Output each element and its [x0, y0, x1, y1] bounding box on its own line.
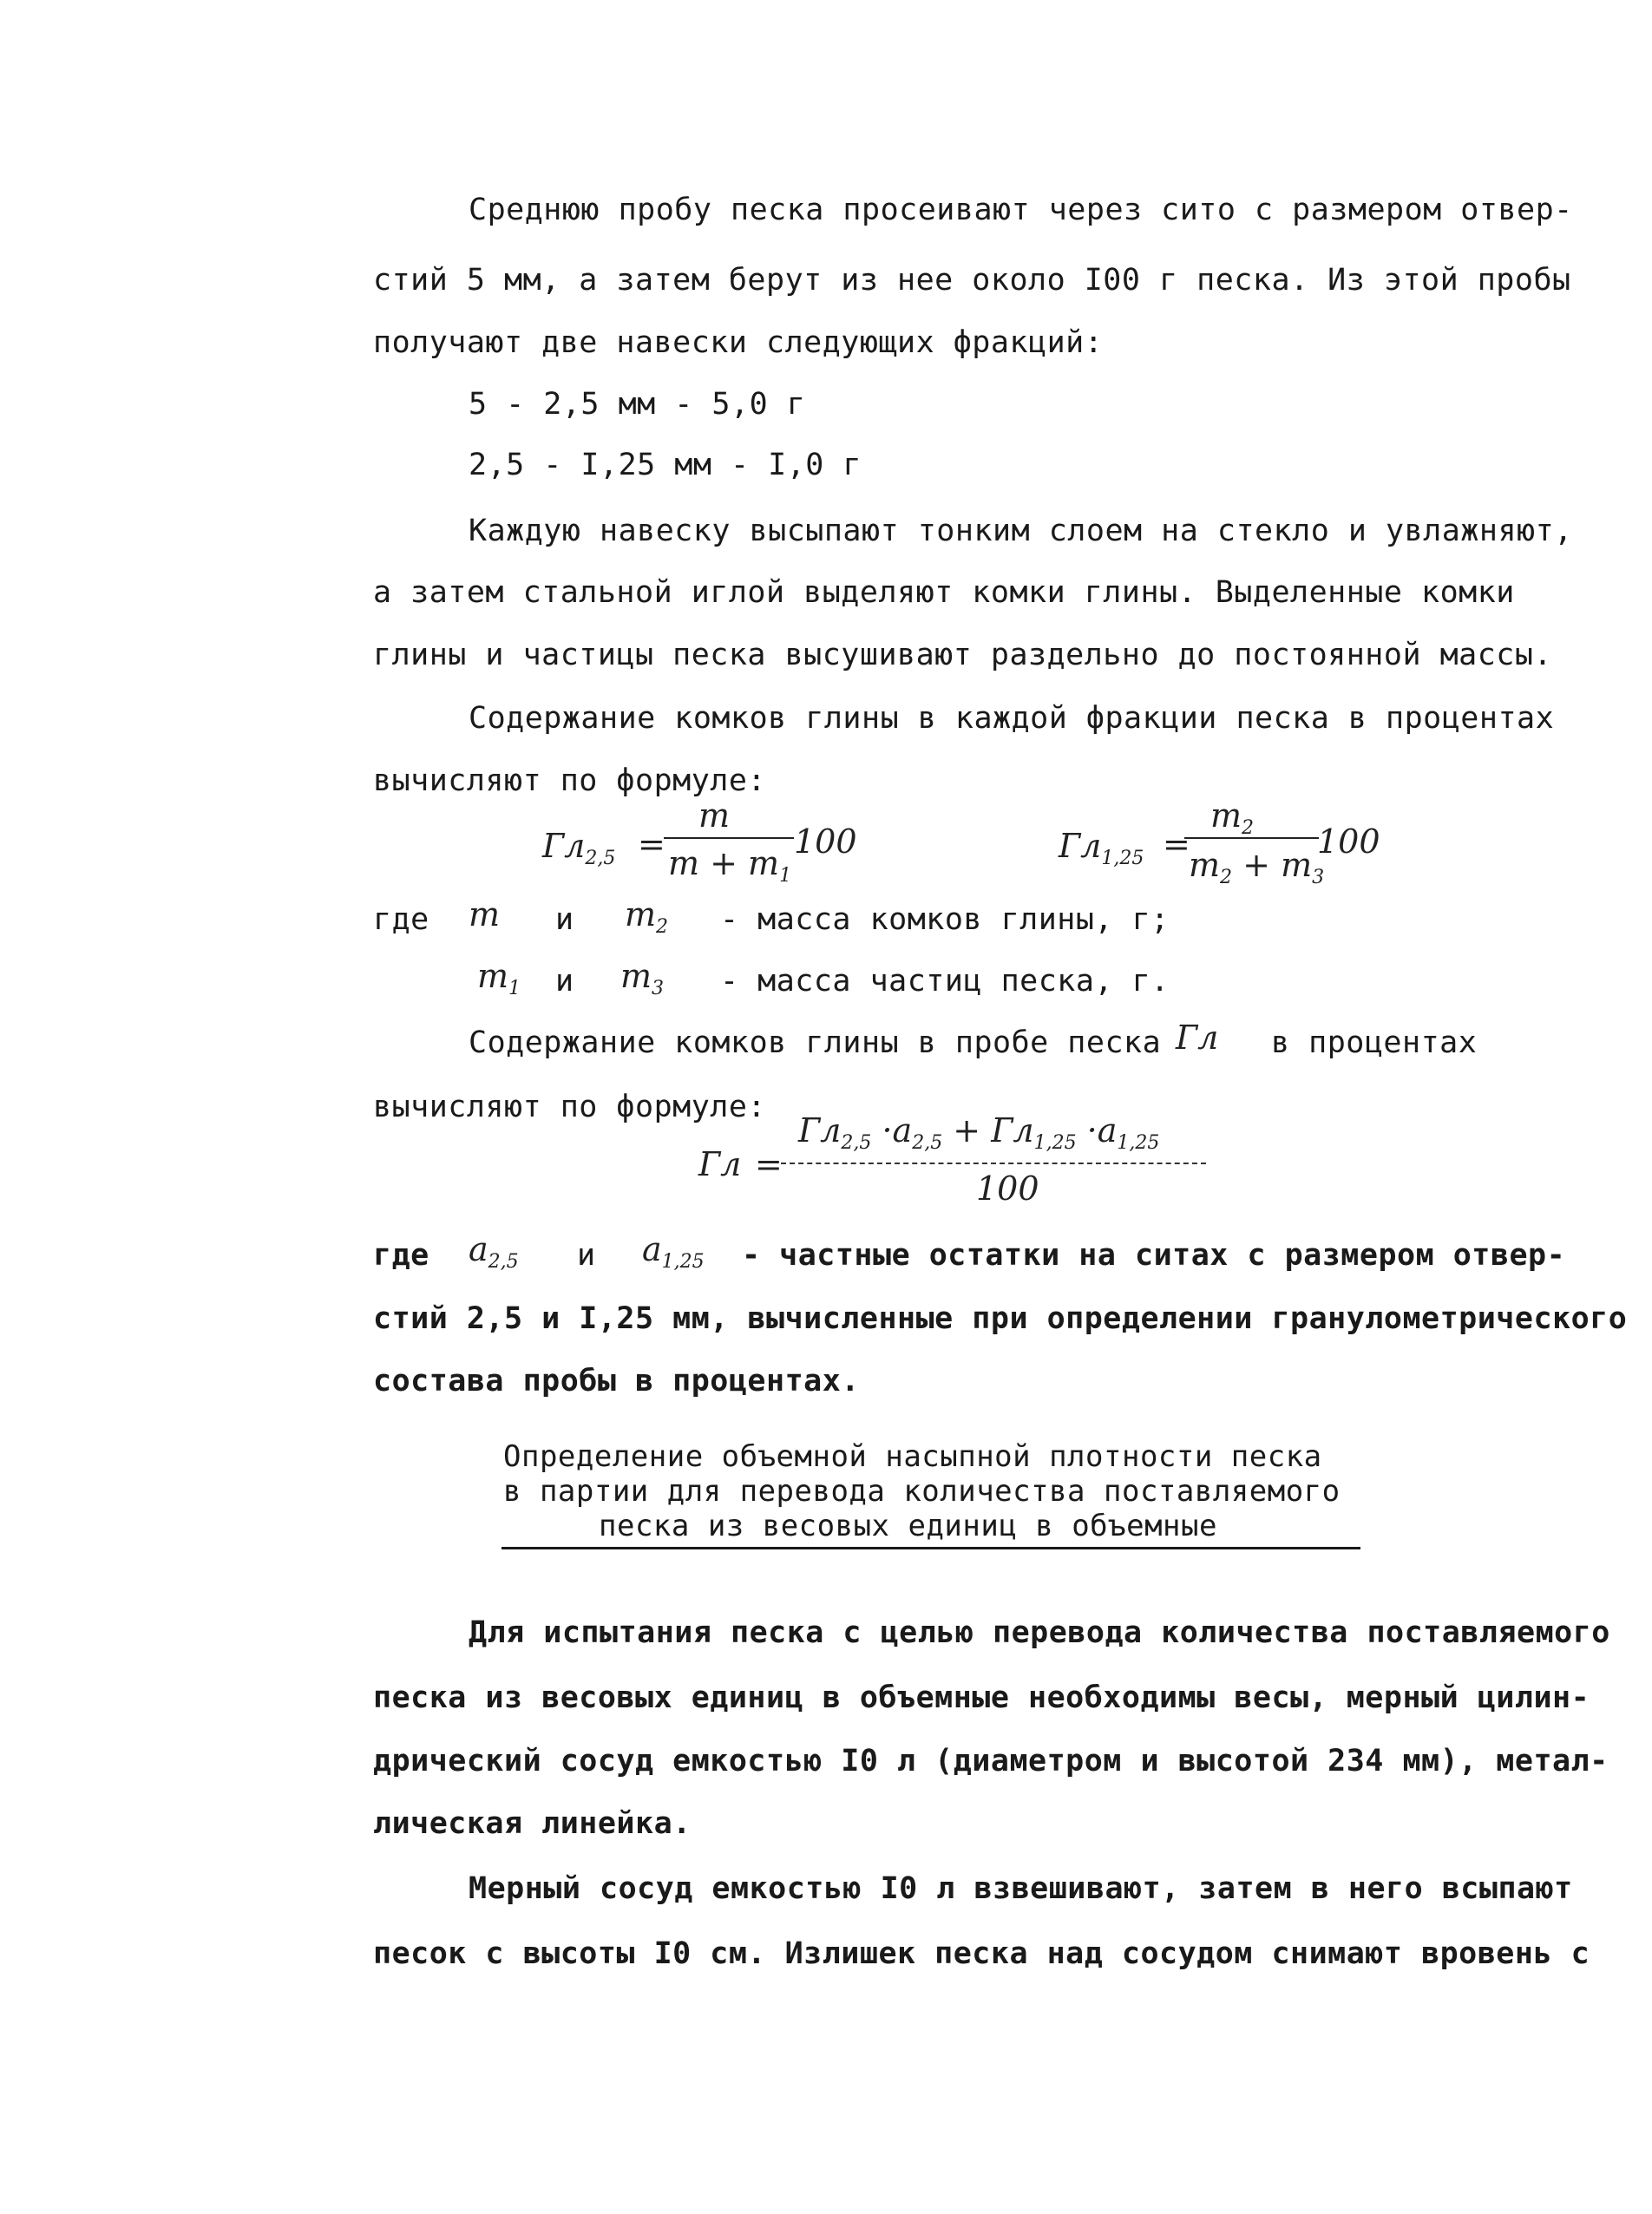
text-line: лическая линейка.: [373, 1806, 692, 1841]
text-line: дрический сосуд емкостью I0 л (диаметром и высотой 234 мм), метал-: [373, 1744, 1609, 1778]
var-gl: Гл: [1176, 1019, 1219, 1057]
text-line: Для испытания песка с целью перевода количества поставляемого: [469, 1615, 1610, 1650]
section-heading-line: Определение объемной насыпной плотности песка: [503, 1439, 1322, 1474]
fraction-bar: [1184, 837, 1319, 839]
and-word: и: [555, 902, 574, 937]
text-line: Мерный сосуд емкостью I0 л взвешивают, затем в него всыпают: [469, 1871, 1573, 1906]
text-line: Среднюю пробу песка просеивают через сито с размером отвер-: [469, 193, 1573, 227]
and-word: и: [577, 1238, 596, 1273]
text-line: глины и частицы песка высушивают раздельно до постоянной массы.: [373, 638, 1553, 672]
fraction-bar: [781, 1163, 1206, 1164]
text-line: вычисляют по формуле:: [373, 763, 767, 798]
var-m2: $m_2$: [625, 895, 669, 938]
text-line: стий 2,5 и I,25 мм, вычисленные при определении гранулометрического: [373, 1301, 1628, 1336]
text-line: Содержание комков глины в каждой фракции песка в процентах: [469, 701, 1555, 736]
var-a-1-25: $a_{1,25}$: [642, 1230, 705, 1273]
text-line: песок с высоты I0 см. Излишек песка над сосудом снимают вровень с: [373, 1936, 1590, 1971]
text-line: вычисляют по формуле:: [373, 1090, 767, 1124]
where-desc: - масса комков глины, г;: [720, 902, 1170, 937]
where-label: где: [373, 1238, 429, 1273]
where-desc: - масса частиц песка, г.: [720, 964, 1170, 999]
text-line: Содержание комков глины в пробе песка: [469, 1025, 1162, 1060]
text-line: а затем стальной иглой выделяют комки глины. Выделенные комки: [373, 575, 1515, 610]
text-line: песка из весовых единиц в объемные необходимы весы, мерный цилин-: [373, 1680, 1590, 1715]
text-line: в процентах: [1271, 1025, 1478, 1060]
text-line: стий 5 мм, а затем берут из нее около I00 г песка. Из этой пробы: [373, 263, 1571, 298]
fraction-line: 5 - 2,5 мм - 5,0 г: [469, 387, 806, 422]
var-m: m: [469, 895, 501, 933]
var-m1: $m_1$: [477, 957, 521, 999]
fraction-line: 2,5 - I,25 мм - I,0 г: [469, 448, 862, 482]
document-page: Среднюю пробу песка просеивают через сито с размером отвер- стий 5 мм, а затем берут из нее около I00 г песка. Из этой пробы получают две навески следующих фракций: 5 - 2,5 мм - 5,0 г 2,5 - I,25 мм - I,0 г Каждую навеску высыпают тонким слоем на стекло и увлажняют, а затем стальной иглой выделяют комки глины. Выделенные комки глины и частицы песка высушивают раздельно до постоянной массы. Содержание комков глины в каждой фракции песка в процентах вычисляют по формуле: $Гл_{2,5}$ = m $m + m_1$ 100 $Гл_{1,25}$ = $m_2$ $m_2 + m_3$ 100 где m и $m_2$ - масса комков глины, г; $m_1$ и $m_3$ - масса частиц песка, г. Содержание комков глины в пробе песка Гл в процентах вычисляют по формуле: Гл = $Гл_{2,5} \cdot a_{2,5} + Гл_{1,25} \cdot a_{1,25}$ 100 где $a_{2,5}$ и $a_{1,25}$ - частные остатки на ситах с размером отвер- стий 2,5 и I,25 мм, вычисленные при определении гранулометрического состава пробы в процентах. Определение объемной насыпной плотности песка в партии для перевода количества поставляемого песка из весовых единиц в объемные Для испытания песка с целью перевода количества поставляемого песка из весовых единиц в объемные необходимы весы, мерный цилин- дрический сосуд емкостью I0 л (диаметром и высотой 234 мм), метал- лическая линейка. Мерный сосуд емкостью I0 л взвешивают, затем в него всыпают песок с высоты I0 см. Излишек песка над сосудом снимают вровень с: [373, 193, 1628, 1971]
and-word: и: [555, 964, 574, 999]
text-line: получают две навески следующих фракций:: [373, 325, 1104, 360]
fraction-bar: [664, 837, 794, 839]
var-m3: $m_3$: [620, 957, 665, 999]
text-line: Каждую навеску высыпают тонким слоем на стекло и увлажняют,: [469, 514, 1573, 548]
section-heading-line: в партии для перевода количества поставляемого: [503, 1474, 1341, 1509]
var-a-2-5: $a_{2,5}$: [469, 1230, 519, 1273]
where-label: где: [373, 902, 429, 937]
where-desc: - частные остатки на ситах с размером отвер-: [742, 1238, 1566, 1273]
section-heading-line: песка из весовых единиц в объемные: [599, 1509, 1217, 1543]
heading-underline: [502, 1547, 1360, 1549]
text-line: состава пробы в процентах.: [373, 1364, 860, 1398]
